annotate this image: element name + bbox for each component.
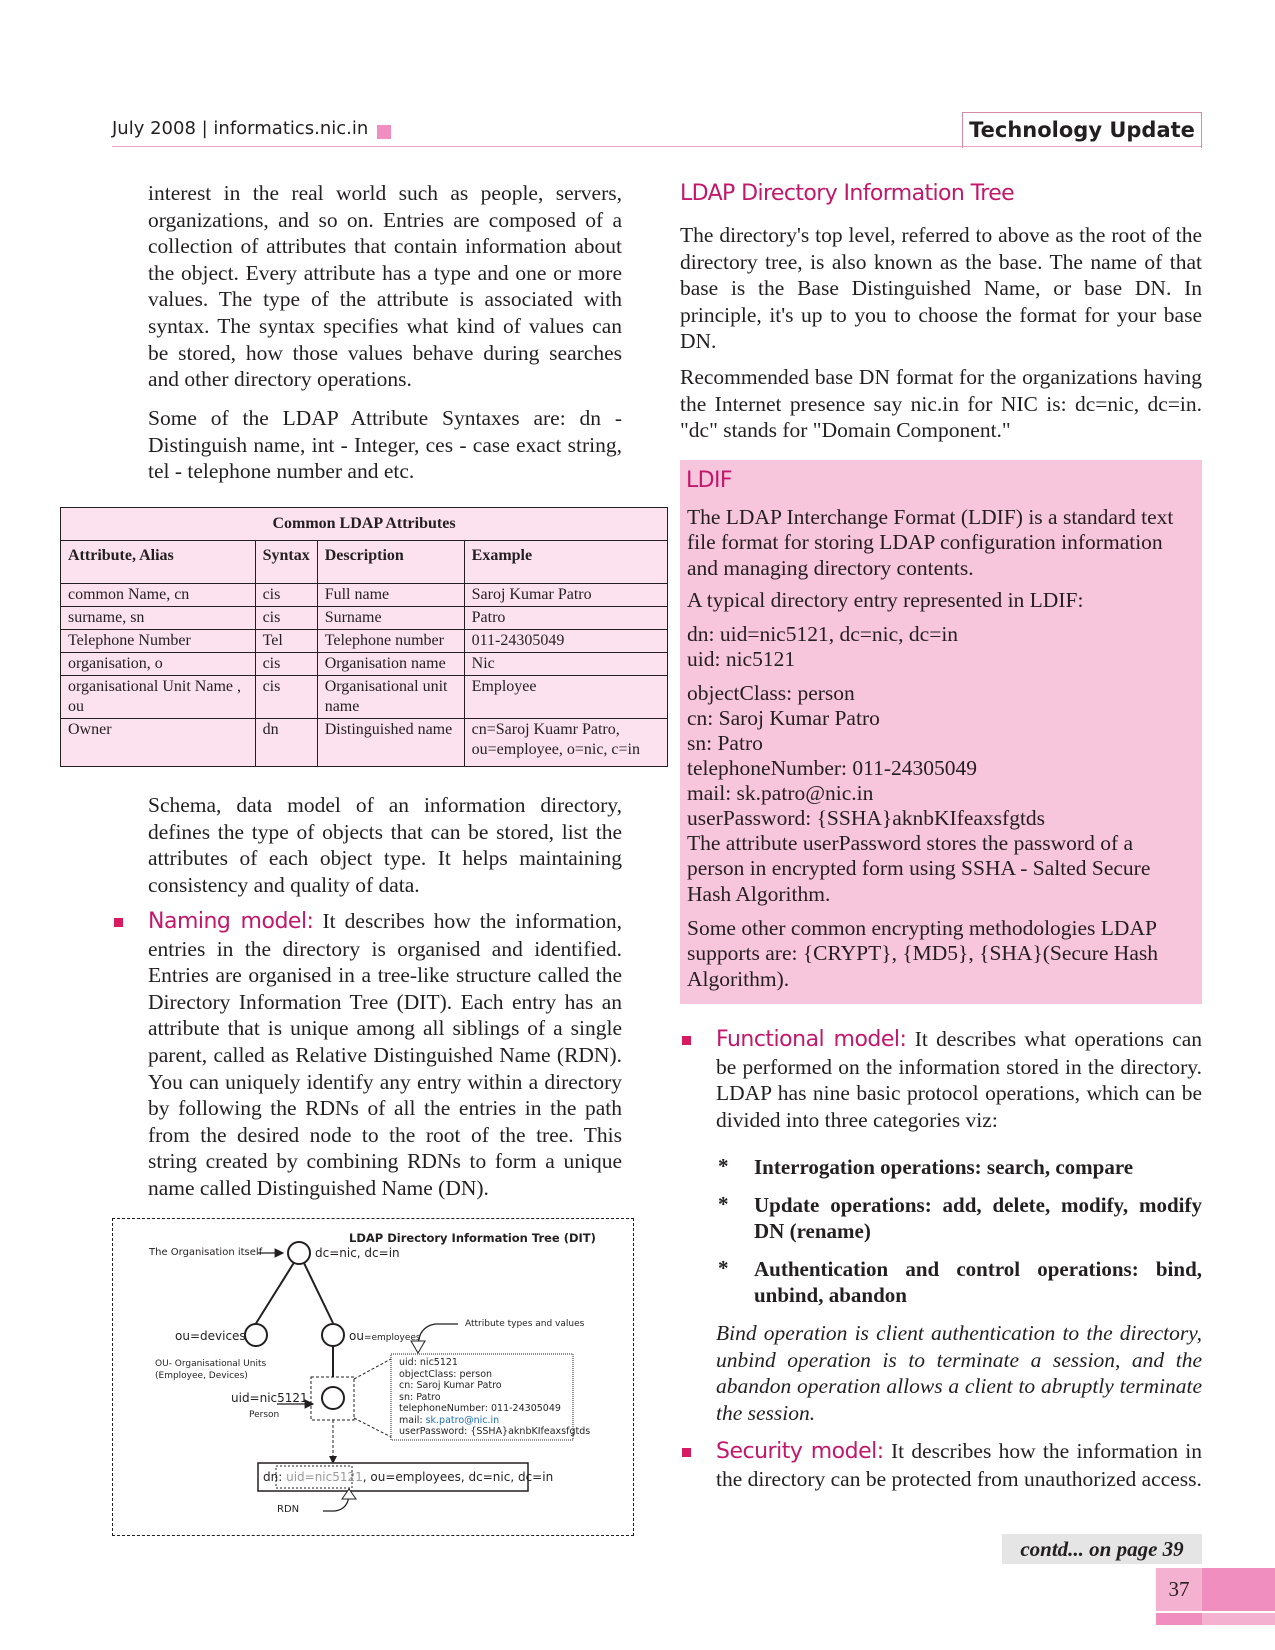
attribute-line: uid: nic5121	[399, 1357, 458, 1368]
ldif-uid: uid: nic5121	[687, 647, 796, 671]
ldif-intro: The LDAP Interchange Format (LDIF) is a standard text file format for storing LDAP configuration information and managing directory contents.	[687, 505, 1174, 580]
table-cell: cis	[255, 653, 317, 676]
page-corner-strip	[1202, 1613, 1275, 1625]
table-cell: cn=Saroj Kuamr Patro, ou=employee, o=nic, c=in	[464, 719, 667, 767]
table-row	[61, 584, 668, 607]
security-model-lead: Security model:	[716, 1439, 884, 1464]
ldif-password-note: The attribute userPassword stores the password of a person in encrypted form using SSHA - Salted Secure Hash Algorithm.	[687, 831, 1151, 906]
ldif-objectclass: objectClass: person	[687, 681, 855, 705]
table-row	[61, 719, 668, 767]
table-cell: organisation, o	[61, 653, 256, 676]
table-cell: Telephone Number	[61, 630, 256, 653]
root-dn-label: dc=nic, dc=in	[315, 1246, 400, 1260]
paragraph-functional-model	[716, 1026, 1202, 1133]
table-cell: Owner	[61, 719, 256, 767]
page-corner-strip	[1156, 1613, 1202, 1625]
asterisk-icon: *	[718, 1256, 729, 1280]
table-cell: Nic	[464, 653, 667, 676]
attribute-types-label: Attribute types and values	[465, 1319, 585, 1329]
section-title: Technology Update	[962, 112, 1202, 148]
paragraph-syntaxes: Some of the LDAP Attribute Syntaxes are: dn - Distinguish name, int - Integer, ces - case exact string, tel - telephone number and etc.	[148, 406, 622, 484]
attribute-line: objectClass: person	[399, 1368, 493, 1380]
ou-employees-suffix: =employees	[363, 1333, 421, 1343]
header-square-ornament	[377, 125, 391, 139]
table-header-syntax: Syntax	[255, 541, 317, 584]
attributes-table	[60, 507, 668, 767]
organisation-label: The Organisation itself	[149, 1247, 263, 1258]
ldif-typical: A typical directory entry represented in LDIF:	[687, 588, 1084, 612]
ldif-telephone: telephoneNumber: 011-24305049	[687, 756, 977, 780]
ldif-cn: cn: Saroj Kumar Patro	[687, 706, 880, 730]
ldif-password: userPassword: {SSHA}aknbKIfeaxsfgtds	[687, 806, 1046, 830]
ldif-dn: dn: uid=nic5121, dc=nic, dc=in	[687, 622, 959, 646]
dit-heading: LDAP Directory Information Tree	[680, 181, 1015, 206]
table-cell: Full name	[317, 584, 464, 607]
table-header-example: Example	[464, 541, 667, 584]
ou-note-line2: (Employee, Devices)	[155, 1371, 248, 1381]
attribute-line: sn: Patro	[399, 1391, 441, 1403]
table-row	[61, 653, 668, 676]
table-cell: cis	[255, 584, 317, 607]
table-header-description: Description	[317, 541, 464, 584]
header-publication: July 2008 | informatics.nic.in	[112, 118, 369, 139]
table-row	[61, 630, 668, 653]
mail-link: sk.patro@nic.in	[425, 1414, 500, 1426]
rdn-label: RDN	[277, 1504, 300, 1515]
table-row	[61, 676, 668, 719]
operation-interrogation: Interrogation operations: search, compare	[754, 1155, 1134, 1179]
paragraph-naming-model	[148, 908, 622, 1202]
person-label: Person	[249, 1410, 280, 1420]
page-number: 37	[1156, 1568, 1202, 1611]
table-cell: Organisation name	[317, 653, 464, 676]
employees-node	[322, 1324, 344, 1346]
ldif-heading: LDIF	[686, 468, 732, 493]
bullet-square-icon	[682, 1448, 691, 1457]
uid-label: uid=nic5121	[231, 1391, 308, 1405]
paragraph-security-model	[716, 1438, 1202, 1492]
table-cell: Employee	[464, 676, 667, 719]
table-caption: Common LDAP Attributes	[61, 508, 668, 541]
table-row	[61, 607, 668, 630]
asterisk-icon: *	[718, 1192, 729, 1216]
table-cell: cis	[255, 607, 317, 630]
paragraph-entries: interest in the real world such as people, servers, organizations, and so on. Entries are composed of a collection of attributes that contain information about the object. Every attribute has a type and one or more values. The type of the attribute is associated with syntax. The syntax specifies what kind of values can be stored, how those values behave during searches and other directory operations.	[148, 181, 622, 392]
table-header-attribute: Attribute, Alias	[61, 541, 256, 584]
dn-string: dn: uid=nic5121, ou=employees, dc=nic, dc=in	[263, 1470, 554, 1484]
ou-devices-label: ou=devices	[175, 1329, 246, 1343]
table-cell: dn	[255, 719, 317, 767]
table-cell: Tel	[255, 630, 317, 653]
attribute-line-mail: mail: sk.patro@nic.in	[399, 1414, 500, 1426]
ou-note-line1: OU- Organisational Units	[155, 1359, 267, 1369]
bullet-square-icon	[114, 918, 123, 927]
root-node	[288, 1242, 310, 1264]
page-corner-block	[1202, 1568, 1275, 1611]
ldif-mail: mail: sk.patro@nic.in	[687, 781, 874, 805]
attribute-line: cn: Saroj Kumar Patro	[399, 1380, 502, 1391]
table-cell: Organisational unit name	[317, 676, 464, 719]
naming-model-body: It describes how the information, entries in the directory is organised and identified. Entries are organised in a tree-like structure called the Directory Information Tree (DIT). Each entry has an attribute that is unique among all siblings of a single parent, called as Relative Distinguished Name (RDN). You can uniquely identify any entry within a directory by following the RDNs of all the entries in the path from the desired node to the root of the tree. This string created by combining RDNs to form a unique name called Distinguished Name (DN).	[148, 909, 622, 1200]
table-cell: cis	[255, 676, 317, 719]
asterisk-icon: *	[718, 1154, 729, 1178]
table-cell: Telephone number	[317, 630, 464, 653]
table-cell: organisational Unit Name , ou	[61, 676, 256, 719]
attribute-line: userPassword: {SSHA}aknbKIfeaxsfgtds	[399, 1426, 591, 1437]
dit-diagram	[112, 1218, 634, 1536]
table-cell: 011-24305049	[464, 630, 667, 653]
paragraph-bind-operation: Bind operation is client authentication to the directory, unbind operation is to terminate a session, and the abandon operation allows a client to abruptly terminate the session.	[716, 1321, 1202, 1425]
paragraph-dit-base: The directory's top level, referred to above as the root of the directory tree, is also known as the base. The name of that base is the Base Distinguished Name, or base DN. In principle, it's up to you to choose the format for your base DN.	[680, 223, 1202, 354]
table-cell: Surname	[317, 607, 464, 630]
ou-employees-label	[349, 1329, 421, 1343]
table-cell: surname, sn	[61, 607, 256, 630]
paragraph-base-dn-format: Recommended base DN format for the organizations having the Internet presence say nic.in for NIC is: dc=nic, dc=in. "dc" stands for "Domain Component."	[680, 365, 1202, 443]
diagram-title: LDAP Directory Information Tree (DIT)	[349, 1231, 596, 1245]
operation-authentication: Authentication and control operations: bind, unbind, abandon	[754, 1257, 1202, 1307]
ou-employees-prefix: ou	[349, 1329, 364, 1343]
operation-update: Update operations: add, delete, modify, modify DN (rename)	[754, 1193, 1202, 1243]
continued-note: contd... on page 39	[1002, 1534, 1202, 1564]
functional-model-lead: Functional model:	[716, 1027, 907, 1052]
functional-model-body: It describes what operations can be performed on the information stored in the directory. LDAP has nine basic protocol operations, which can be divided into three categories viz:	[716, 1027, 1202, 1132]
attribute-line: telephoneNumber: 011-24305049	[399, 1403, 561, 1414]
table-cell: common Name, cn	[61, 584, 256, 607]
naming-model-lead: Naming model:	[148, 909, 314, 934]
bullet-square-icon	[682, 1036, 691, 1045]
attribute-list	[399, 1357, 590, 1438]
dn-rdn-part: uid=nic5121	[286, 1470, 363, 1484]
devices-node	[245, 1324, 267, 1346]
ldif-other-methods: Some other common encrypting methodologies LDAP supports are: {CRYPT}, {MD5}, {SHA}(Secure Hash Algorithm).	[687, 916, 1158, 991]
table-cell: Patro	[464, 607, 667, 630]
table-cell: Distinguished name	[317, 719, 464, 767]
ldif-sn: sn: Patro	[687, 731, 763, 755]
security-model-body: It describes how the information in the directory can be protected from unauthorized access.	[716, 1439, 1202, 1491]
person-node	[322, 1387, 344, 1409]
table-cell: Saroj Kumar Patro	[464, 584, 667, 607]
ldif-box	[680, 460, 1202, 1004]
paragraph-schema: Schema, data model of an information directory, defines the type of objects that can be stored, list the attributes of each object type. It helps maintaining consistency and quality of data.	[148, 793, 622, 897]
